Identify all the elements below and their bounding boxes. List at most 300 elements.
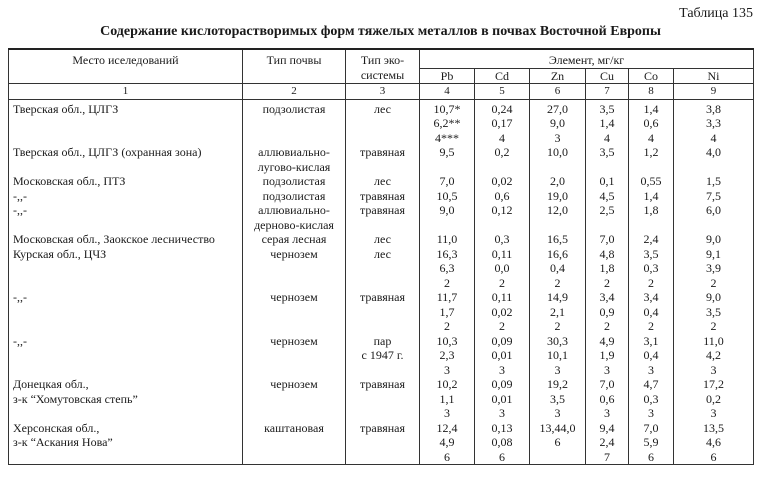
- cell-line: 10,2: [436, 377, 458, 391]
- cell-line: 0,6: [494, 188, 510, 203]
- cell-line: 3,9: [706, 261, 722, 275]
- cell-line: 2,3: [439, 348, 455, 362]
- cell-line: травяная: [359, 188, 405, 203]
- cell-soil-type: [243, 334, 346, 378]
- cell-line: 3,3: [706, 116, 722, 130]
- cell-pb: [420, 99, 475, 145]
- cell-line: Московская обл., Заокское лесничество: [13, 232, 215, 246]
- cell-line: 2: [444, 275, 450, 290]
- cell-line: 16,3: [436, 246, 458, 261]
- cell-line: -,,-: [13, 203, 27, 217]
- cell-place: [9, 189, 243, 204]
- cell-zn: [530, 377, 586, 421]
- cell-line: 10,3: [436, 333, 458, 348]
- cell-soil-type: [243, 290, 346, 334]
- cell-line: 0,2: [494, 145, 510, 159]
- cell-cu: [586, 232, 629, 247]
- cell-line: лес: [374, 101, 391, 116]
- cell-line: 1,8: [643, 203, 659, 217]
- cell-line: 0,9: [599, 304, 615, 319]
- cell-co: [629, 334, 674, 378]
- cell-cd: [475, 421, 530, 465]
- cell-line: 3: [710, 362, 717, 377]
- cell-zn: [530, 174, 586, 189]
- cell-cd: [475, 145, 530, 174]
- cell-line: 7,0: [643, 420, 659, 435]
- header-eco-line1: Тип эко-: [360, 53, 405, 67]
- cell-line: 0,3: [494, 232, 510, 246]
- cell-cd: [475, 203, 530, 232]
- cell-cu: [586, 189, 629, 204]
- cell-line: 4: [604, 130, 610, 145]
- cell-line: 5,9: [643, 435, 659, 449]
- cell-cd: [475, 334, 530, 378]
- cell-co: [629, 203, 674, 232]
- table-row: [9, 421, 754, 465]
- cell-line: 4,7: [643, 377, 659, 391]
- cell-cd: [475, 232, 530, 247]
- cell-line: 0,3: [643, 391, 659, 406]
- cell-line: 0,4: [550, 261, 565, 275]
- cell-line: 6: [648, 449, 654, 464]
- cell-line: 1,5: [706, 174, 722, 188]
- cell-line: 0,11: [491, 246, 513, 261]
- cell-line: 6,2**: [433, 116, 461, 130]
- header-eco: [346, 49, 420, 84]
- cell-soil-type: [243, 145, 346, 174]
- cell-place: [9, 247, 243, 291]
- cell-line: 0,6: [643, 116, 659, 130]
- cell-line: 11,0: [436, 232, 458, 246]
- cell-line: 4,5: [599, 188, 615, 203]
- cell-line: лес: [374, 232, 391, 246]
- cell-line: 6: [499, 449, 505, 464]
- cell-line: 17,2: [703, 377, 725, 391]
- cell-line: 10,0: [547, 145, 568, 159]
- table-row: [9, 203, 754, 232]
- cell-co: [629, 421, 674, 465]
- cell-line: 9,0: [706, 232, 722, 246]
- cell-line: Тверская обл., ЦЛГЗ: [13, 101, 119, 116]
- cell-line: Херсонская обл.,: [13, 420, 100, 435]
- cell-pb: [420, 421, 475, 465]
- header-element: Элемент, мг/кг: [420, 49, 754, 68]
- cell-line: серая лесная: [261, 232, 327, 246]
- cell-line: 19,0: [547, 188, 568, 203]
- table-row: [9, 334, 754, 378]
- cell-line: 0,0: [494, 261, 510, 275]
- cell-ecosystem: [346, 145, 420, 174]
- cell-line: 0,11: [491, 290, 513, 304]
- cell-line: 6,3: [439, 261, 455, 275]
- cell-line: 7,0: [599, 377, 615, 391]
- cell-line: 3,4: [599, 290, 615, 304]
- cell-cd: [475, 377, 530, 421]
- cell-line: 3,1: [643, 333, 659, 348]
- cell-line: 3: [604, 362, 610, 377]
- cell-line: 7,5: [706, 188, 722, 203]
- cell-line: 1,4: [643, 188, 659, 203]
- column-number: 7: [586, 84, 629, 100]
- cell-ni: [674, 421, 754, 465]
- table-row: [9, 232, 754, 247]
- cell-line: 4,0: [706, 145, 722, 159]
- cell-ni: [674, 334, 754, 378]
- cell-line: 3: [648, 406, 654, 420]
- cell-line: чернозем: [270, 333, 318, 348]
- cell-line: 0,4: [643, 304, 659, 319]
- column-number: 4: [420, 84, 475, 100]
- cell-pb: [420, 334, 475, 378]
- column-number: 1: [9, 84, 243, 100]
- cell-line: 3: [604, 406, 610, 420]
- cell-zn: [530, 203, 586, 232]
- cell-line: -,,-: [13, 188, 27, 203]
- cell-line: 6,0: [706, 203, 722, 217]
- cell-co: [629, 145, 674, 174]
- cell-line: Курская обл., ЦЧЗ: [13, 246, 107, 261]
- cell-line: 4: [499, 130, 505, 145]
- cell-co: [629, 247, 674, 291]
- cell-line: Донецкая обл.,: [13, 377, 89, 391]
- column-number: 2: [243, 84, 346, 100]
- cell-soil-type: [243, 421, 346, 465]
- cell-line: -,,-: [13, 333, 27, 348]
- cell-line: 12,4: [436, 420, 458, 435]
- cell-line: пар: [373, 333, 392, 348]
- cell-line: 2: [499, 319, 505, 333]
- cell-zn: [530, 247, 586, 291]
- cell-cu: [586, 247, 629, 291]
- cell-pb: [420, 145, 475, 174]
- cell-place: [9, 174, 243, 189]
- cell-line: 2: [648, 319, 654, 333]
- cell-cd: [475, 247, 530, 291]
- cell-line: 1,4: [643, 101, 659, 116]
- table-row: [9, 145, 754, 174]
- header-metal-cu: Cu: [586, 68, 629, 84]
- header-metal-pb: Pb: [420, 68, 475, 84]
- table-row: [9, 377, 754, 421]
- cell-ni: [674, 174, 754, 189]
- cell-ecosystem: [346, 174, 420, 189]
- cell-cu: [586, 203, 629, 232]
- cell-ni: [674, 377, 754, 421]
- cell-line: подзолистая: [262, 101, 326, 116]
- cell-line: аллювиально-: [258, 145, 330, 159]
- cell-pb: [420, 232, 475, 247]
- cell-line: 2,0: [550, 174, 565, 188]
- cell-line: 0,55: [640, 174, 662, 188]
- cell-line: 0,09: [491, 377, 513, 391]
- cell-line: 6: [710, 449, 717, 464]
- cell-line: 2: [499, 275, 505, 290]
- cell-soil-type: [243, 203, 346, 232]
- cell-line: 3,5: [599, 145, 615, 159]
- cell-line: аллювиально-: [258, 203, 330, 217]
- cell-line: 27,0: [547, 101, 568, 116]
- cell-pb: [420, 174, 475, 189]
- cell-soil-type: [243, 377, 346, 421]
- table-number: Таблица 135: [679, 6, 753, 21]
- cell-line: 0,12: [491, 203, 513, 217]
- cell-line: с 1947 г.: [361, 348, 404, 362]
- cell-line: з-к “Хомутовская степь”: [13, 391, 138, 406]
- cell-line: 16,6: [547, 246, 568, 261]
- cell-line: 2: [710, 319, 717, 333]
- cell-line: 9,0: [550, 116, 565, 130]
- cell-line: лес: [374, 174, 391, 188]
- cell-pb: [420, 189, 475, 204]
- cell-place: [9, 334, 243, 378]
- cell-line: 14,9: [547, 290, 568, 304]
- cell-ecosystem: [346, 232, 420, 247]
- cell-cd: [475, 189, 530, 204]
- cell-line: 2: [604, 275, 610, 290]
- column-number: 3: [346, 84, 420, 100]
- table-row: [9, 290, 754, 334]
- cell-line: -,,-: [13, 290, 27, 304]
- cell-ecosystem: [346, 247, 420, 291]
- cell-ni: [674, 247, 754, 291]
- cell-line: 10,5: [436, 188, 458, 203]
- cell-line: 16,5: [547, 232, 568, 246]
- cell-line: 4,2: [706, 348, 722, 362]
- cell-place: [9, 232, 243, 247]
- cell-ecosystem: [346, 290, 420, 334]
- cell-line: 0,13: [491, 420, 513, 435]
- cell-ecosystem: [346, 189, 420, 204]
- cell-line: 9,5: [439, 145, 455, 159]
- table-row: [9, 99, 754, 145]
- cell-line: 1,4: [599, 116, 615, 130]
- cell-line: 4,9: [439, 435, 455, 449]
- cell-cd: [475, 174, 530, 189]
- cell-line: 7,0: [439, 174, 455, 188]
- cell-zn: [530, 99, 586, 145]
- cell-pb: [420, 290, 475, 334]
- table-row: [9, 247, 754, 291]
- cell-line: 2,4: [599, 435, 615, 449]
- cell-line: травяная: [359, 420, 405, 435]
- cell-ni: [674, 232, 754, 247]
- cell-place: [9, 290, 243, 334]
- cell-cu: [586, 421, 629, 465]
- cell-line: 9,0: [439, 203, 455, 217]
- cell-line: 2,4: [643, 232, 659, 246]
- cell-line: 2,1: [550, 304, 565, 319]
- cell-line: 3: [554, 130, 561, 145]
- cell-line: 9,1: [706, 246, 722, 261]
- cell-line: 3: [554, 406, 561, 420]
- cell-line: Московская обл., ПТЗ: [13, 174, 126, 188]
- cell-place: [9, 421, 243, 465]
- header-place: Место иселедований: [9, 49, 243, 84]
- cell-line: травяная: [359, 290, 405, 304]
- cell-line: чернозем: [270, 290, 318, 304]
- cell-line: 2: [444, 319, 450, 333]
- cell-ecosystem: [346, 99, 420, 145]
- cell-line: 0,24: [491, 101, 513, 116]
- cell-line: 1,8: [599, 261, 615, 275]
- cell-line: 2: [648, 275, 654, 290]
- cell-ni: [674, 203, 754, 232]
- cell-line: 3,8: [706, 101, 722, 116]
- cell-line: 3,4: [643, 290, 659, 304]
- cell-zn: [530, 189, 586, 204]
- cell-line: 3: [499, 362, 505, 377]
- header-metal-ni: Ni: [674, 68, 754, 84]
- cell-line: подзолистая: [262, 188, 326, 203]
- cell-line: 13,44,0: [539, 420, 576, 435]
- cell-line: 0,01: [491, 391, 513, 406]
- cell-place: [9, 145, 243, 174]
- cell-co: [629, 232, 674, 247]
- cell-co: [629, 174, 674, 189]
- cell-zn: [530, 145, 586, 174]
- cell-zn: [530, 334, 586, 378]
- cell-line: 1,2: [643, 145, 659, 159]
- cell-line: лес: [374, 246, 391, 261]
- cell-line: 0,02: [491, 304, 513, 319]
- table-title: Содержание кислоторастворимых форм тяжелых металлов в почвах Восточной Европы: [100, 24, 661, 39]
- cell-line: каштановая: [264, 420, 324, 435]
- cell-line: лугово-кислая: [257, 159, 331, 174]
- cell-ecosystem: [346, 334, 420, 378]
- cell-place: [9, 203, 243, 232]
- cell-line: 4: [710, 130, 717, 145]
- cell-line: 3: [710, 406, 717, 420]
- cell-line: 3,5: [550, 391, 565, 406]
- cell-cu: [586, 290, 629, 334]
- cell-ni: [674, 99, 754, 145]
- cell-line: 2: [604, 319, 610, 333]
- column-number: 8: [629, 84, 674, 100]
- cell-ni: [674, 290, 754, 334]
- cell-co: [629, 290, 674, 334]
- cell-zn: [530, 232, 586, 247]
- header-metal-zn: Zn: [530, 68, 586, 84]
- cell-line: 3: [444, 362, 450, 377]
- cell-line: 2: [554, 275, 561, 290]
- cell-line: чернозем: [270, 377, 318, 391]
- cell-line: 19,2: [547, 377, 568, 391]
- cell-place: [9, 377, 243, 421]
- column-number: 6: [530, 84, 586, 100]
- cell-soil-type: [243, 247, 346, 291]
- cell-ecosystem: [346, 421, 420, 465]
- cell-pb: [420, 247, 475, 291]
- cell-cu: [586, 377, 629, 421]
- data-table: [8, 48, 754, 465]
- cell-line: 6: [444, 449, 450, 464]
- cell-line: Тверская обл., ЦЛГЗ (охранная зона): [13, 145, 202, 159]
- cell-cu: [586, 174, 629, 189]
- cell-line: 1,9: [599, 348, 615, 362]
- cell-line: 2,5: [599, 203, 615, 217]
- cell-line: 7,0: [599, 232, 615, 246]
- cell-place: [9, 99, 243, 145]
- cell-line: подзолистая: [262, 174, 326, 188]
- column-number: 5: [475, 84, 530, 100]
- cell-line: 0,2: [706, 391, 722, 406]
- cell-line: 10,1: [547, 348, 568, 362]
- header-metal-co: Co: [629, 68, 674, 84]
- header-soil: Тип почвы: [243, 49, 346, 84]
- cell-line: 3,5: [643, 246, 659, 261]
- table-row: [9, 189, 754, 204]
- cell-line: 6: [554, 435, 561, 449]
- cell-line: чернозем: [270, 246, 318, 261]
- cell-line: 0,01: [491, 348, 513, 362]
- cell-line: 9,0: [706, 290, 722, 304]
- cell-soil-type: [243, 99, 346, 145]
- cell-line: 4,9: [599, 333, 615, 348]
- cell-line: 0,02: [491, 174, 513, 188]
- cell-line: 30,3: [547, 333, 568, 348]
- cell-line: [532, 450, 583, 465]
- cell-line: 9,4: [599, 420, 615, 435]
- cell-line: 0,09: [491, 333, 513, 348]
- cell-cu: [586, 99, 629, 145]
- cell-line: 2: [710, 275, 717, 290]
- cell-line: 11,0: [703, 333, 724, 348]
- cell-line: 0,3: [643, 261, 659, 275]
- cell-cu: [586, 334, 629, 378]
- cell-ecosystem: [346, 203, 420, 232]
- cell-ni: [674, 145, 754, 174]
- cell-line: 12,0: [547, 203, 568, 217]
- table-row: [9, 174, 754, 189]
- cell-cd: [475, 99, 530, 145]
- cell-line: 3: [648, 362, 654, 377]
- cell-line: 0,6: [599, 391, 615, 406]
- cell-line: 2: [554, 319, 561, 333]
- cell-line: 10,7*: [433, 101, 461, 116]
- cell-line: 3,5: [599, 101, 615, 116]
- cell-line: 1,7: [439, 304, 455, 319]
- cell-co: [629, 99, 674, 145]
- cell-soil-type: [243, 174, 346, 189]
- cell-line: дерново-кислая: [254, 217, 334, 232]
- cell-line: 3: [499, 406, 505, 420]
- table-body: [9, 99, 754, 465]
- cell-soil-type: [243, 232, 346, 247]
- header-metal-cd: Cd: [475, 68, 530, 84]
- cell-line: травяная: [359, 203, 405, 217]
- cell-zn: [530, 421, 586, 465]
- cell-line: 4,8: [599, 246, 615, 261]
- cell-line: 4***: [435, 130, 459, 145]
- cell-line: 3: [444, 406, 450, 420]
- cell-line: 4: [648, 130, 654, 145]
- cell-co: [629, 189, 674, 204]
- cell-line: 0,17: [491, 116, 513, 130]
- cell-line: 0,1: [599, 174, 615, 188]
- cell-line: 3: [554, 362, 561, 377]
- cell-line: 3,5: [706, 304, 722, 319]
- cell-co: [629, 377, 674, 421]
- cell-line: 0,4: [643, 348, 659, 362]
- column-number: 9: [674, 84, 754, 100]
- cell-line: 1,1: [439, 391, 455, 406]
- cell-pb: [420, 203, 475, 232]
- cell-ecosystem: [346, 377, 420, 421]
- cell-ni: [674, 189, 754, 204]
- cell-line: травяная: [359, 377, 405, 391]
- cell-line: з-к “Аскания Нова”: [13, 435, 113, 449]
- cell-pb: [420, 377, 475, 421]
